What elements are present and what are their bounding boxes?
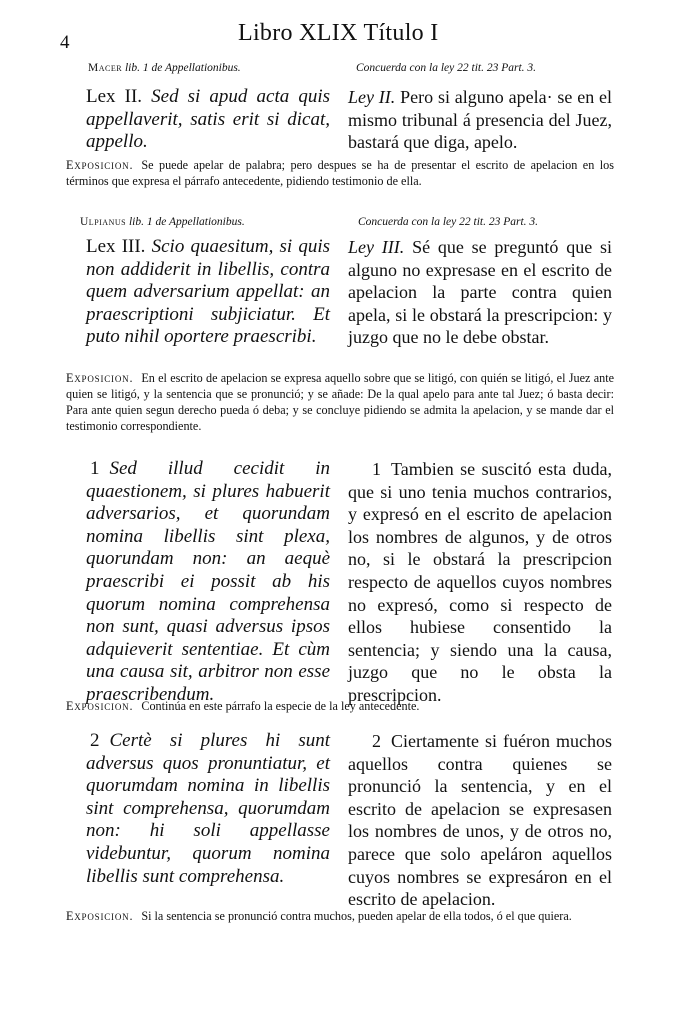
exposition-label: Exposicion. — [66, 909, 134, 923]
law2-spanish — [348, 86, 612, 154]
latin-law-label: Lex III. — [86, 236, 146, 257]
law2-latin — [86, 86, 330, 154]
latin-paragraph-text: Certè si plures hi sunt adversus quos pronuntiatur, et quorumdam nomina in libellis sint comprehensa, quorumdam non: hi soli appellasse videbuntur, quorum nomina libellis sunt comprehensa. — [86, 730, 330, 887]
exposition-label: Exposicion. — [66, 699, 134, 713]
source-author: Ulpianus — [80, 216, 127, 228]
law2-source — [88, 62, 241, 74]
exposition-text: Continúa en este párrafo la especie de la ley antecedente. — [141, 699, 420, 713]
source-reference: lib. 1 de Appellationibus. — [124, 62, 241, 74]
law3-concordance: Concuerda con la ley 22 tit. 23 Part. 3. — [358, 216, 539, 228]
exposition-text: Si la sentencia se pronunció contra muchos, pueden apelar de ella todos, ó el que quiera. — [141, 909, 572, 923]
paragraph-number: 1 — [372, 459, 381, 479]
spanish-paragraph-text: Tambien se suscitó esta duda, que si uno tenia muchos contrarios, y expresó en el escrito de apelacion los nombres de algunos, y de otros no, si le obstará la prescripcion respecto de aquellos cuyos nombres no expresó, como si respecto de ellos hubiese consentido la sentencia; y siendo una la causa, juzgo que no le obsta la prescripcion. — [348, 459, 612, 705]
para1-spanish — [348, 458, 612, 707]
para1-latin — [86, 458, 330, 707]
spanish-law-text: Sé que se preguntó que si alguno no expresase en el escrito de apelacion la parte contra quien apela, si le obstará la prescripcion: y juzgo que no le debe obstar. — [348, 237, 612, 348]
law3-latin — [86, 236, 330, 349]
exposition-text: En el escrito de apelacion se expresa aquello sobre que se litigó, con quién se litigó, el Juez ante quien se litigó, y la sentencia que se pronunció; y se añade: De la qual apelo para ante tal Juez; ó basta decir: Para ante quien segun derecho pueda ó deba; y se concluye pidiendo se admita la apelacion, y se mande dar el testimonio correspondiente. — [66, 371, 614, 433]
paragraph-number: 1 — [90, 458, 100, 479]
law2-concordance: Concuerda con la ley 22 tit. 23 Part. 3. — [356, 62, 537, 74]
law3-source — [80, 216, 245, 228]
paragraph-number: 2 — [372, 731, 381, 751]
spanish-law-label: Ley III. — [348, 237, 405, 257]
law3-spanish — [348, 236, 612, 349]
exposition-label: Exposicion. — [66, 158, 134, 172]
para2-exposition — [66, 908, 614, 924]
exposition-text: Se puede apelar de palabra; pero despues se ha de presentar el escrito de apelacion en los términos que expresa el párrafo antecedente, pidiendo testimonio de ella. — [66, 158, 614, 188]
running-header — [0, 18, 682, 58]
latin-law-text: Sed si apud acta quis appellaverit, satis erit si dicat, appello. — [86, 86, 330, 153]
book-title: Libro XLIX Título I — [238, 20, 439, 46]
para2-spanish — [348, 730, 612, 911]
source-reference: lib. 1 de Appellationibus. — [128, 216, 245, 228]
latin-law-text: Scio quaesitum, si quis non addiderit in libellis, contra quem adversarium appellat: an praescriptioni subjiciatur. Et puto nihil oportere praescribi. — [86, 236, 331, 348]
law2-exposition — [66, 157, 614, 189]
para1-exposition — [66, 698, 614, 714]
law3-exposition — [66, 370, 614, 434]
exposition-label: Exposicion. — [66, 371, 134, 385]
latin-law-label: Lex II. — [86, 86, 143, 107]
spanish-law-text: Pero si alguno apela· se en el mismo tribunal á presencia del Juez, bastará que diga, apelo. — [348, 87, 613, 153]
latin-paragraph-text: Sed illud cecidit in quaestionem, si plures habuerit adversarios, et quorundam nomina libellis sint plexa, quorundam non: an aequè praescribi ei possit ab his quorum nomina comprehensa non sunt, quasi adversus ipsos adquieverit sententiae. Et cùm una causa sit, arbitror non esse praescribendum. — [86, 458, 330, 705]
paragraph-number: 2 — [90, 730, 100, 751]
spanish-paragraph-text: Ciertamente si fuéron muchos aquellos contra quienes se pronunció la sentencia, y en el escrito de apelacion se expresasen los nombres de unos, y de otros no, parece que solo apeláron aquellos cuyos nombres se expresáron en el escrito de apelacion. — [348, 731, 612, 910]
source-author: Macer — [88, 62, 123, 74]
page-number: 4 — [60, 32, 70, 53]
spanish-law-label: Ley II. — [348, 87, 396, 107]
para2-latin — [86, 730, 330, 888]
